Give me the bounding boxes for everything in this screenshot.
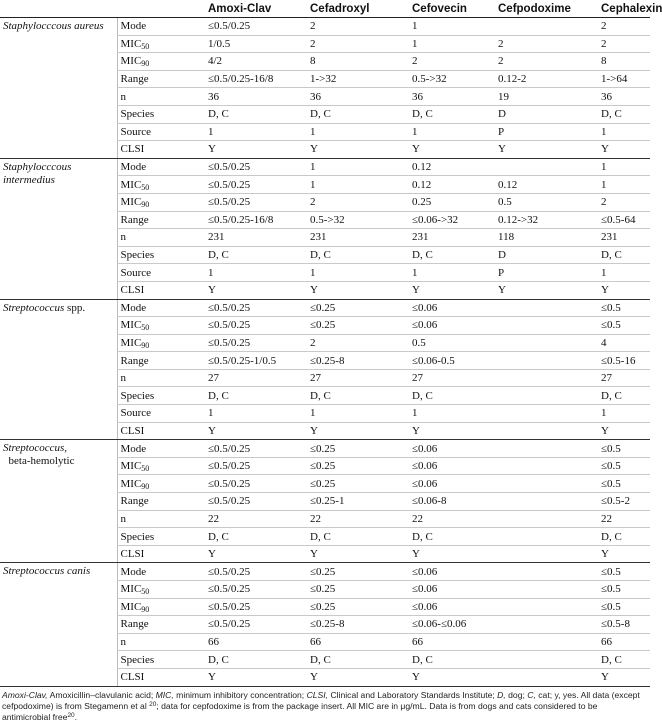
footnote-abbrev: CLSI, <box>306 689 329 700</box>
value-cefovecin: 66 <box>409 633 495 651</box>
value-cefovecin: 1 <box>409 405 495 423</box>
table-footnote <box>0 687 650 723</box>
parameter-label: n <box>117 88 205 106</box>
value-cefadroxyl: 8 <box>307 53 409 71</box>
value-cefadroxyl: D, C <box>307 651 409 669</box>
value-cefpodoxime: 118 <box>495 229 598 247</box>
parameter-label: Species <box>117 387 205 405</box>
parameter-label: $MIC_{90}$ <box>117 475 205 493</box>
value-amoxi-clav: 36 <box>205 88 307 106</box>
table-row <box>0 158 650 176</box>
value-cefadroxyl: Y <box>307 281 409 299</box>
value-cefadroxyl: 1 <box>307 405 409 423</box>
value-cefadroxyl: Y <box>307 545 409 563</box>
value-cephalexin: Y <box>598 668 650 686</box>
parameter-subscript: 50 <box>141 323 150 333</box>
value-cephalexin: ≤0.5-64 <box>598 211 650 229</box>
value-cephalexin: 22 <box>598 510 650 528</box>
value-amoxi-clav: D, C <box>205 528 307 546</box>
value-cephalexin: ≤0.5 <box>598 457 650 475</box>
value-amoxi-clav: 231 <box>205 229 307 247</box>
value-cefpodoxime: 0.12-2 <box>495 70 598 88</box>
parameter-label: $MIC_{90}$ <box>117 53 205 71</box>
value-cefadroxyl: ≤0.25 <box>307 581 409 599</box>
value-cefovecin: 22 <box>409 510 495 528</box>
value-cefadroxyl: 66 <box>307 633 409 651</box>
parameter-label: Range <box>117 211 205 229</box>
value-amoxi-clav: D, C <box>205 105 307 123</box>
value-cephalexin: ≤0.5 <box>598 299 650 317</box>
value-cefadroxyl: 1 <box>307 123 409 141</box>
value-cefpodoxime <box>495 422 598 440</box>
value-cephalexin: D, C <box>598 651 650 669</box>
value-cefadroxyl: 27 <box>307 369 409 387</box>
value-cefovecin: ≤0.06 <box>409 457 495 475</box>
parameter-label: CLSI <box>117 141 205 159</box>
value-cefovecin: 1 <box>409 35 495 53</box>
parameter-label: Source <box>117 405 205 423</box>
value-cefpodoxime <box>495 317 598 335</box>
reference-superscript: 20 <box>149 700 157 708</box>
parameter-label: $MIC_{50}$ <box>117 35 205 53</box>
value-amoxi-clav: 66 <box>205 633 307 651</box>
value-amoxi-clav: D, C <box>205 246 307 264</box>
value-cephalexin: 4 <box>598 334 650 352</box>
organism-name <box>0 299 117 440</box>
value-cefpodoxime <box>495 440 598 458</box>
parameter-label: Range <box>117 493 205 511</box>
value-cefpodoxime <box>495 18 598 36</box>
value-amoxi-clav: Y <box>205 545 307 563</box>
parameter-label: n <box>117 229 205 247</box>
value-cefpodoxime: P <box>495 123 598 141</box>
value-cefovecin: D, C <box>409 528 495 546</box>
parameter-label: $MIC_{50}$ <box>117 581 205 599</box>
parameter-subscript: 50 <box>141 464 150 474</box>
value-cephalexin: 1 <box>598 123 650 141</box>
value-amoxi-clav: ≤0.5/0.25 <box>205 158 307 176</box>
organism-name-plain: spp. <box>64 301 86 314</box>
parameter-subscript: 90 <box>141 604 150 614</box>
parameter-subscript: 50 <box>141 41 150 51</box>
value-amoxi-clav: ≤0.5/0.25 <box>205 334 307 352</box>
parameter-label: CLSI <box>117 422 205 440</box>
header-amoxi-clav: Amoxi-Clav <box>205 0 307 18</box>
value-cefovecin: ≤0.06 <box>409 317 495 335</box>
footnote-text: Amoxicillin–clavulanic acid; <box>47 689 156 700</box>
value-cefovecin: 1 <box>409 18 495 36</box>
value-cefpodoxime <box>495 510 598 528</box>
value-cefovecin: ≤0.06 <box>409 563 495 581</box>
value-cephalexin: 1 <box>598 158 650 176</box>
value-cefpodoxime <box>495 633 598 651</box>
value-cefadroxyl: Y <box>307 141 409 159</box>
value-cefadroxyl: 1->32 <box>307 70 409 88</box>
value-cefadroxyl: 2 <box>307 193 409 211</box>
header-organism <box>0 0 117 18</box>
value-cefpodoxime: 2 <box>495 35 598 53</box>
value-cefovecin: Y <box>409 668 495 686</box>
value-cefpodoxime <box>495 616 598 634</box>
parameter-label: $MIC_{90}$ <box>117 193 205 211</box>
value-cefovecin: Y <box>409 281 495 299</box>
value-amoxi-clav: ≤0.5/0.25 <box>205 193 307 211</box>
parameter-label: Mode <box>117 563 205 581</box>
table-body <box>0 18 650 687</box>
value-amoxi-clav: 1 <box>205 123 307 141</box>
value-cefadroxyl: Y <box>307 422 409 440</box>
parameter-label: CLSI <box>117 668 205 686</box>
value-cefpodoxime <box>495 493 598 511</box>
value-cefadroxyl: D, C <box>307 246 409 264</box>
value-cefovecin: D, C <box>409 651 495 669</box>
value-cefadroxyl: D, C <box>307 528 409 546</box>
value-amoxi-clav: ≤0.5/0.25 <box>205 317 307 335</box>
value-cefovecin: ≤0.06 <box>409 440 495 458</box>
value-amoxi-clav: Y <box>205 422 307 440</box>
value-amoxi-clav: ≤0.5/0.25 <box>205 616 307 634</box>
header-parameter <box>117 0 205 18</box>
value-cefovecin: 2 <box>409 53 495 71</box>
parameter-label: $MIC_{50}$ <box>117 457 205 475</box>
value-cefadroxyl: 36 <box>307 88 409 106</box>
value-cefovecin: 0.12 <box>409 158 495 176</box>
parameter-label: Range <box>117 616 205 634</box>
parameter-label: Mode <box>117 440 205 458</box>
value-amoxi-clav: Y <box>205 668 307 686</box>
value-cefovecin: ≤0.06 <box>409 299 495 317</box>
value-cephalexin: 1->64 <box>598 70 650 88</box>
parameter-label: Species <box>117 105 205 123</box>
parameter-subscript: 90 <box>141 200 150 210</box>
value-cephalexin: ≤0.5-8 <box>598 616 650 634</box>
value-cefovecin: ≤0.06 <box>409 598 495 616</box>
value-amoxi-clav: 1/0.5 <box>205 35 307 53</box>
table-row <box>0 299 650 317</box>
value-cefpodoxime <box>495 563 598 581</box>
header-cephalexin: Cephalexin <box>598 0 650 18</box>
footnote-text: Clinical and Laboratory Standards Institute; <box>328 689 498 700</box>
value-cefovecin: ≤0.06-0.5 <box>409 352 495 370</box>
organism-name-italic: Streptococcus, <box>3 442 68 455</box>
table-row <box>0 18 650 36</box>
footnote-text: dog; <box>505 689 528 700</box>
parameter-label: Species <box>117 651 205 669</box>
value-cefovecin: 0.12 <box>409 176 495 194</box>
value-amoxi-clav: 1 <box>205 264 307 282</box>
header-cefpodoxime: Cefpodoxime <box>495 0 598 18</box>
value-amoxi-clav: ≤0.5/0.25 <box>205 563 307 581</box>
value-cefadroxyl: ≤0.25-8 <box>307 352 409 370</box>
value-cephalexin: Y <box>598 422 650 440</box>
value-amoxi-clav: ≤0.5/0.25-16/8 <box>205 70 307 88</box>
value-cefpodoxime: Y <box>495 281 598 299</box>
parameter-subscript: 90 <box>141 59 150 69</box>
organism-name <box>0 440 117 563</box>
value-cefpodoxime <box>495 352 598 370</box>
value-cephalexin: 66 <box>598 633 650 651</box>
value-cefpodoxime: 0.5 <box>495 193 598 211</box>
value-cefovecin: 36 <box>409 88 495 106</box>
organism-name-italic: Staphylocccous intermedius <box>3 160 72 186</box>
value-cefadroxyl: 1 <box>307 158 409 176</box>
value-cefovecin: ≤0.06->32 <box>409 211 495 229</box>
parameter-subscript: 50 <box>141 587 150 597</box>
organism-name <box>0 158 117 299</box>
value-cefpodoxime: D <box>495 246 598 264</box>
value-amoxi-clav: 4/2 <box>205 53 307 71</box>
value-cefovecin: ≤0.06-≤0.06 <box>409 616 495 634</box>
parameter-label: Mode <box>117 18 205 36</box>
value-cefadroxyl: ≤0.25-8 <box>307 616 409 634</box>
value-cefpodoxime: Y <box>495 141 598 159</box>
parameter-label: $MIC_{90}$ <box>117 598 205 616</box>
value-cefadroxyl: 1 <box>307 176 409 194</box>
value-cefpodoxime <box>495 457 598 475</box>
parameter-label: $MIC_{50}$ <box>117 176 205 194</box>
value-cefadroxyl: 1 <box>307 264 409 282</box>
value-cefadroxyl: ≤0.25 <box>307 440 409 458</box>
header-cefovecin: Cefovecin <box>409 0 495 18</box>
parameter-label: Mode <box>117 299 205 317</box>
parameter-label: $MIC_{50}$ <box>117 317 205 335</box>
value-cefpodoxime: 0.12 <box>495 176 598 194</box>
value-cephalexin: Y <box>598 281 650 299</box>
value-amoxi-clav: ≤0.5/0.25-16/8 <box>205 211 307 229</box>
organism-name <box>0 563 117 686</box>
value-amoxi-clav: ≤0.5/0.25 <box>205 18 307 36</box>
value-amoxi-clav: D, C <box>205 387 307 405</box>
value-amoxi-clav: ≤0.5/0.25 <box>205 176 307 194</box>
value-cephalexin: 231 <box>598 229 650 247</box>
value-amoxi-clav: Y <box>205 141 307 159</box>
parameter-label: Source <box>117 264 205 282</box>
value-cefovecin: Y <box>409 545 495 563</box>
value-amoxi-clav: ≤0.5/0.25 <box>205 475 307 493</box>
value-cefpodoxime: D <box>495 105 598 123</box>
value-cephalexin: ≤0.5 <box>598 475 650 493</box>
value-cephalexin: 1 <box>598 405 650 423</box>
table-row <box>0 440 650 458</box>
value-amoxi-clav: D, C <box>205 651 307 669</box>
value-cefadroxyl: ≤0.25 <box>307 299 409 317</box>
parameter-subscript: 50 <box>141 182 150 192</box>
value-cephalexin: 8 <box>598 53 650 71</box>
parameter-label: CLSI <box>117 281 205 299</box>
value-cefadroxyl: D, C <box>307 105 409 123</box>
footnote-abbrev: C, <box>527 689 536 700</box>
value-cefadroxyl: 2 <box>307 18 409 36</box>
value-cefadroxyl: ≤0.25-1 <box>307 493 409 511</box>
value-cefovecin: 0.5->32 <box>409 70 495 88</box>
parameter-label: n <box>117 510 205 528</box>
value-cefadroxyl: 22 <box>307 510 409 528</box>
parameter-subscript: 90 <box>141 340 150 350</box>
value-cefpodoxime <box>495 387 598 405</box>
parameter-label: Species <box>117 528 205 546</box>
value-cefovecin: ≤0.06-8 <box>409 493 495 511</box>
value-cefadroxyl: ≤0.25 <box>307 475 409 493</box>
value-cefovecin: 1 <box>409 264 495 282</box>
value-cephalexin: ≤0.5 <box>598 581 650 599</box>
value-cefpodoxime <box>495 668 598 686</box>
value-cefpodoxime <box>495 598 598 616</box>
value-cefpodoxime <box>495 334 598 352</box>
value-cephalexin: D, C <box>598 387 650 405</box>
value-cephalexin: 1 <box>598 264 650 282</box>
footnote-abbrev: MIC, <box>155 689 174 700</box>
organism-name-plain: beta-hemolytic <box>3 455 75 468</box>
value-cefovecin: D, C <box>409 246 495 264</box>
value-cefpodoxime <box>495 475 598 493</box>
value-cephalexin: D, C <box>598 246 650 264</box>
parameter-label: n <box>117 633 205 651</box>
value-cephalexin: ≤0.5-2 <box>598 493 650 511</box>
value-cefadroxyl: ≤0.25 <box>307 457 409 475</box>
organism-name-italic: Staphylocccous aureus <box>3 20 104 32</box>
value-cefpodoxime <box>495 369 598 387</box>
value-cefovecin: Y <box>409 422 495 440</box>
value-cephalexin: 1 <box>598 176 650 194</box>
value-cephalexin: Y <box>598 545 650 563</box>
parameter-label: n <box>117 369 205 387</box>
value-cefadroxyl: 2 <box>307 334 409 352</box>
value-cephalexin: ≤0.5 <box>598 440 650 458</box>
footnote-abbrev: Amoxi-Clav, <box>2 689 48 700</box>
value-cefovecin: D, C <box>409 387 495 405</box>
value-cefovecin: Y <box>409 141 495 159</box>
organism-name-italic: Streptococcus canis <box>3 565 91 578</box>
footnote-text: cat; y, yes. All data (except cefpodoxime) is from Stegamenn et al <box>2 689 640 711</box>
value-cefadroxyl: 2 <box>307 35 409 53</box>
organism-name <box>0 18 117 159</box>
value-amoxi-clav: 22 <box>205 510 307 528</box>
value-cefadroxyl: ≤0.25 <box>307 317 409 335</box>
value-cefadroxyl: 0.5->32 <box>307 211 409 229</box>
organism-name-italic: Streptococcus <box>3 301 65 314</box>
value-cefadroxyl: ≤0.25 <box>307 563 409 581</box>
value-cephalexin: Y <box>598 141 650 159</box>
value-cefovecin: 0.25 <box>409 193 495 211</box>
parameter-label: Source <box>117 123 205 141</box>
value-amoxi-clav: ≤0.5/0.25-1/0.5 <box>205 352 307 370</box>
value-cefovecin: D, C <box>409 105 495 123</box>
value-cephalexin: ≤0.5-16 <box>598 352 650 370</box>
footnote-text: ; data for cepfodoxime is from the package insert. All MIC are in μg/mL. Data is from dogs and cats considered to be antimicrobial free <box>2 700 598 722</box>
value-cefpodoxime: P <box>495 264 598 282</box>
value-amoxi-clav: 27 <box>205 369 307 387</box>
value-cefpodoxime <box>495 299 598 317</box>
footnote-text: minimum inhibitory concentration; <box>173 689 307 700</box>
value-cephalexin: 2 <box>598 18 650 36</box>
parameter-subscript: 90 <box>141 481 150 491</box>
value-cephalexin: ≤0.5 <box>598 598 650 616</box>
value-cephalexin: ≤0.5 <box>598 317 650 335</box>
value-amoxi-clav: Y <box>205 281 307 299</box>
footnote-text: . <box>74 711 78 722</box>
parameter-label: Range <box>117 70 205 88</box>
value-amoxi-clav: ≤0.5/0.25 <box>205 493 307 511</box>
value-cefpodoxime <box>495 405 598 423</box>
value-cefadroxyl: D, C <box>307 387 409 405</box>
value-cefpodoxime <box>495 158 598 176</box>
value-cefovecin: ≤0.06 <box>409 475 495 493</box>
table-row <box>0 563 650 581</box>
value-cefpodoxime: 2 <box>495 53 598 71</box>
footnote-abbrev: D, <box>497 689 506 700</box>
value-amoxi-clav: ≤0.5/0.25 <box>205 299 307 317</box>
parameter-label: Range <box>117 352 205 370</box>
value-cefpodoxime <box>495 545 598 563</box>
value-cefpodoxime <box>495 651 598 669</box>
reference-superscript: 20 <box>67 711 75 719</box>
value-cefpodoxime: 0.12->32 <box>495 211 598 229</box>
value-cefovecin: 27 <box>409 369 495 387</box>
header-row <box>0 0 650 18</box>
value-cefovecin: 0.5 <box>409 334 495 352</box>
value-cefpodoxime <box>495 528 598 546</box>
value-cefpodoxime <box>495 581 598 599</box>
value-cephalexin: 27 <box>598 369 650 387</box>
header-cefadroxyl: Cefadroxyl <box>307 0 409 18</box>
value-cefovecin: 231 <box>409 229 495 247</box>
value-cephalexin: D, C <box>598 105 650 123</box>
value-amoxi-clav: 1 <box>205 405 307 423</box>
parameter-label: $MIC_{90}$ <box>117 334 205 352</box>
parameter-label: Species <box>117 246 205 264</box>
value-amoxi-clav: ≤0.5/0.25 <box>205 598 307 616</box>
value-amoxi-clav: ≤0.5/0.25 <box>205 440 307 458</box>
value-cefadroxyl: 231 <box>307 229 409 247</box>
value-cephalexin: D, C <box>598 528 650 546</box>
parameter-label: Mode <box>117 158 205 176</box>
value-cefadroxyl: Y <box>307 668 409 686</box>
value-cephalexin: 2 <box>598 193 650 211</box>
value-cefovecin: 1 <box>409 123 495 141</box>
value-cefadroxyl: ≤0.25 <box>307 598 409 616</box>
value-amoxi-clav: ≤0.5/0.25 <box>205 457 307 475</box>
value-cefpodoxime: 19 <box>495 88 598 106</box>
value-cephalexin: ≤0.5 <box>598 563 650 581</box>
value-cefovecin: ≤0.06 <box>409 581 495 599</box>
value-cephalexin: 36 <box>598 88 650 106</box>
value-amoxi-clav: ≤0.5/0.25 <box>205 581 307 599</box>
parameter-label: CLSI <box>117 545 205 563</box>
value-cephalexin: 2 <box>598 35 650 53</box>
